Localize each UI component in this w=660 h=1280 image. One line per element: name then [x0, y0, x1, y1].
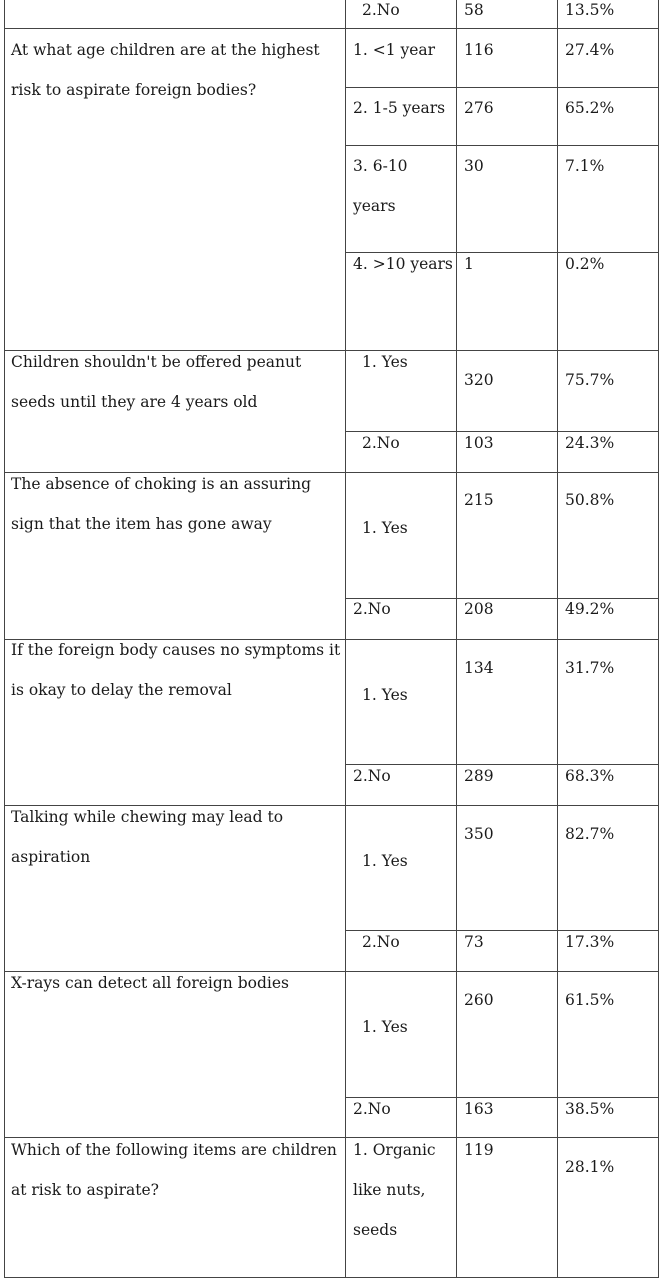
- option-cell: 1. Yes: [362, 852, 408, 870]
- percent-cell: 75.7%: [565, 371, 615, 389]
- option-cell: 4. >10 years: [353, 255, 453, 273]
- count-cell: 58: [464, 1, 484, 19]
- count-cell: 73: [464, 933, 484, 951]
- percent-cell: 68.3%: [565, 767, 615, 785]
- percent-cell: 38.5%: [565, 1100, 615, 1118]
- option-cell: 1. <1 year: [353, 41, 436, 59]
- percent-cell: 49.2%: [565, 600, 615, 618]
- count-cell: 320: [464, 371, 494, 389]
- percent-cell: 17.3%: [565, 933, 615, 951]
- count-cell: 276: [464, 99, 494, 117]
- count-cell: 119: [464, 1141, 494, 1159]
- question-cell: Which of the following items are children at risk to aspirate?: [11, 1141, 337, 1199]
- count-cell: 163: [464, 1100, 494, 1118]
- option-cell: 2.No: [353, 600, 391, 618]
- question-cell: At what age children are at the highest risk to aspirate foreign bodies?: [11, 41, 320, 99]
- option-cell: 1. Yes: [362, 519, 408, 537]
- count-cell: 116: [464, 41, 494, 59]
- percent-cell: 13.5%: [565, 1, 615, 19]
- percent-cell: 7.1%: [565, 157, 605, 175]
- percent-cell: 27.4%: [565, 41, 615, 59]
- question-cell: The absence of choking is an assuring sign that the item has gone away: [11, 475, 312, 533]
- count-cell: 1: [464, 255, 474, 273]
- percent-cell: 61.5%: [565, 991, 615, 1009]
- count-cell: 103: [464, 434, 494, 452]
- option-cell: 1. Organic like nuts, seeds: [353, 1141, 436, 1239]
- row-border: [4, 28, 659, 29]
- count-cell: 289: [464, 767, 494, 785]
- option-cell: 2.No: [362, 434, 400, 452]
- option-cell: 2.No: [362, 933, 400, 951]
- count-cell: 350: [464, 825, 494, 843]
- question-cell: If the foreign body causes no symptoms it is okay to delay the removal: [11, 641, 341, 699]
- option-cell: 2.No: [353, 767, 391, 785]
- count-cell: 260: [464, 991, 494, 1009]
- option-cell: 2.No: [362, 1, 400, 19]
- count-cell: 215: [464, 491, 494, 509]
- question-cell: X-rays can detect all foreign bodies: [11, 974, 289, 992]
- count-cell: 134: [464, 659, 494, 677]
- percent-cell: 0.2%: [565, 255, 605, 273]
- count-cell: 208: [464, 600, 494, 618]
- question-cell: Children shouldn't be offered peanut seeds until they are 4 years old: [11, 353, 302, 411]
- percent-cell: 65.2%: [565, 99, 615, 117]
- percent-cell: 31.7%: [565, 659, 615, 677]
- percent-cell: 28.1%: [565, 1158, 615, 1176]
- row-border: [4, 1277, 659, 1278]
- percent-cell: 50.8%: [565, 491, 615, 509]
- question-cell: Talking while chewing may lead to aspiration: [11, 808, 284, 866]
- option-cell: 1. Yes: [362, 1018, 408, 1036]
- option-cell: 2.No: [353, 1100, 391, 1118]
- option-cell: 3. 6-10 years: [353, 157, 408, 215]
- percent-cell: 82.7%: [565, 825, 615, 843]
- option-cell: 1. Yes: [362, 353, 408, 371]
- percent-cell: 24.3%: [565, 434, 615, 452]
- option-cell: 1. Yes: [362, 686, 408, 704]
- count-cell: 30: [464, 157, 484, 175]
- option-cell: 2. 1-5 years: [353, 99, 446, 117]
